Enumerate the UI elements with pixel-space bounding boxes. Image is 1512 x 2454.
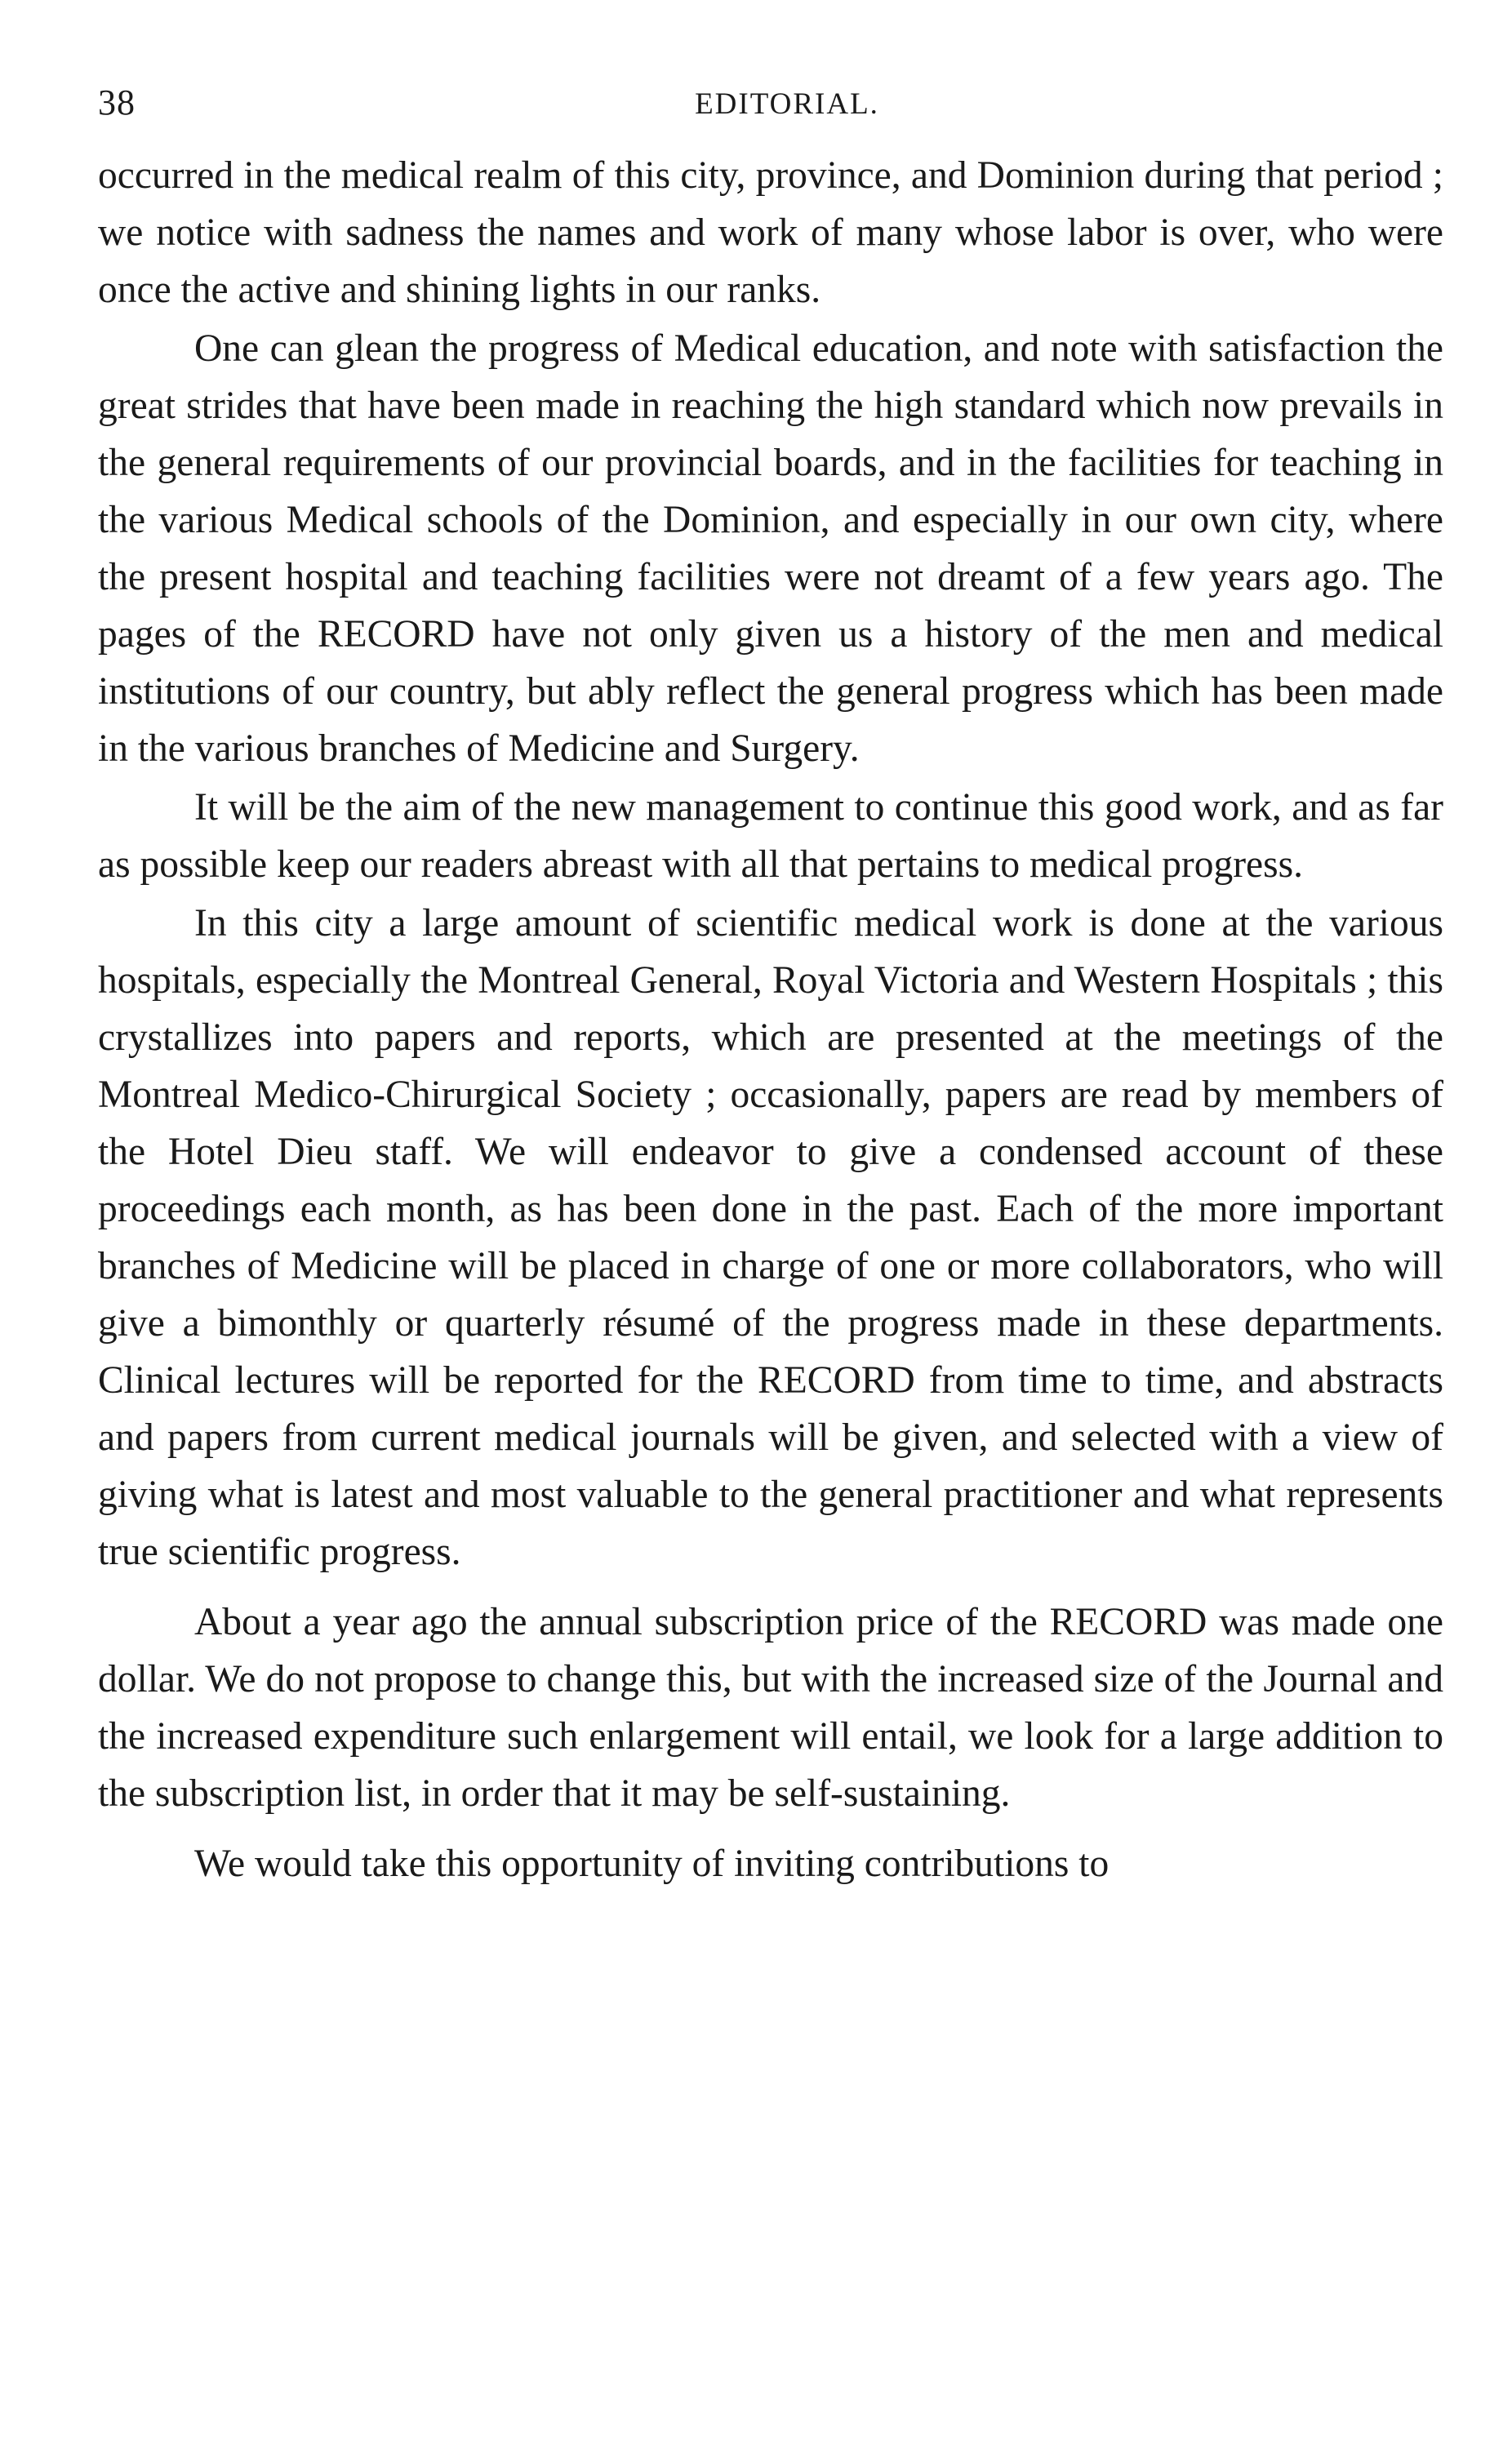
book-page bbox=[98, 82, 1443, 1894]
paragraph: We would take this opportunity of inviting contributions to bbox=[194, 1843, 1110, 1885]
page-number: 38 bbox=[98, 82, 136, 122]
section-title: EDITORIAL. bbox=[695, 87, 879, 121]
paragraph: It will be the aim of the new management to continue this good work, and as far as possible keep our readers abreast with all that pertains to medical progress. bbox=[98, 786, 1443, 886]
paragraph: About a year ago the annual subscription price of the RECORD was made one dollar. We do not propose to change this, but with the increased size of the Journal and the increased expenditure such enlargement will entail, we look for a large addition to the subscription list, in order that it may be self-sustaining. bbox=[98, 1601, 1443, 1815]
paragraph: One can glean the progress of Medical education, and note with satisfaction the great strides that have been made in reaching the high standard which now prevails in the general requirements of our provincial boards, and in the facilities for teaching in the various Medical schools of the Dominion, and especially in our own city, where the present hospital and teaching facilities were not dreamt of a few years ago. The pages of the RECORD have not only given us a history of the men and medical institutions of our country, but ably reflect the general progress which has been made in the various branches of Medicine and Surgery. bbox=[98, 327, 1443, 770]
editorial-text bbox=[98, 147, 1443, 1892]
running-head bbox=[98, 82, 1443, 147]
paragraph-continued: occurred in the medical realm of this city, province, and Dominion during that period ; we notice with sadness the names and work of many whose labor is over, who were once the active and shining lights in our ranks. bbox=[98, 154, 1443, 311]
paragraph: In this city a large amount of scientific medical work is done at the various hospitals, especially the Montreal General, Royal Victoria and Western Hospitals ; this crystallizes into papers and reports, which are presented at the meetings of the Montreal Medico-Chirurgical Society ; occasionally, papers are read by members of the Hotel Dieu staff. We will endeavor to give a condensed account of these proceedings each month, as has been done in the past. Each of the more important branches of Medicine will be placed in charge of one or more collaborators, who will give a bimonthly or quarterly résumé of the progress made in these departments. Clinical lectures will be reported for the RECORD from time to time, and abstracts and papers from current medical journals will be given, and selected with a view of giving what is latest and most valuable to the general practitioner and what represents true scientific progress. bbox=[98, 902, 1443, 1573]
